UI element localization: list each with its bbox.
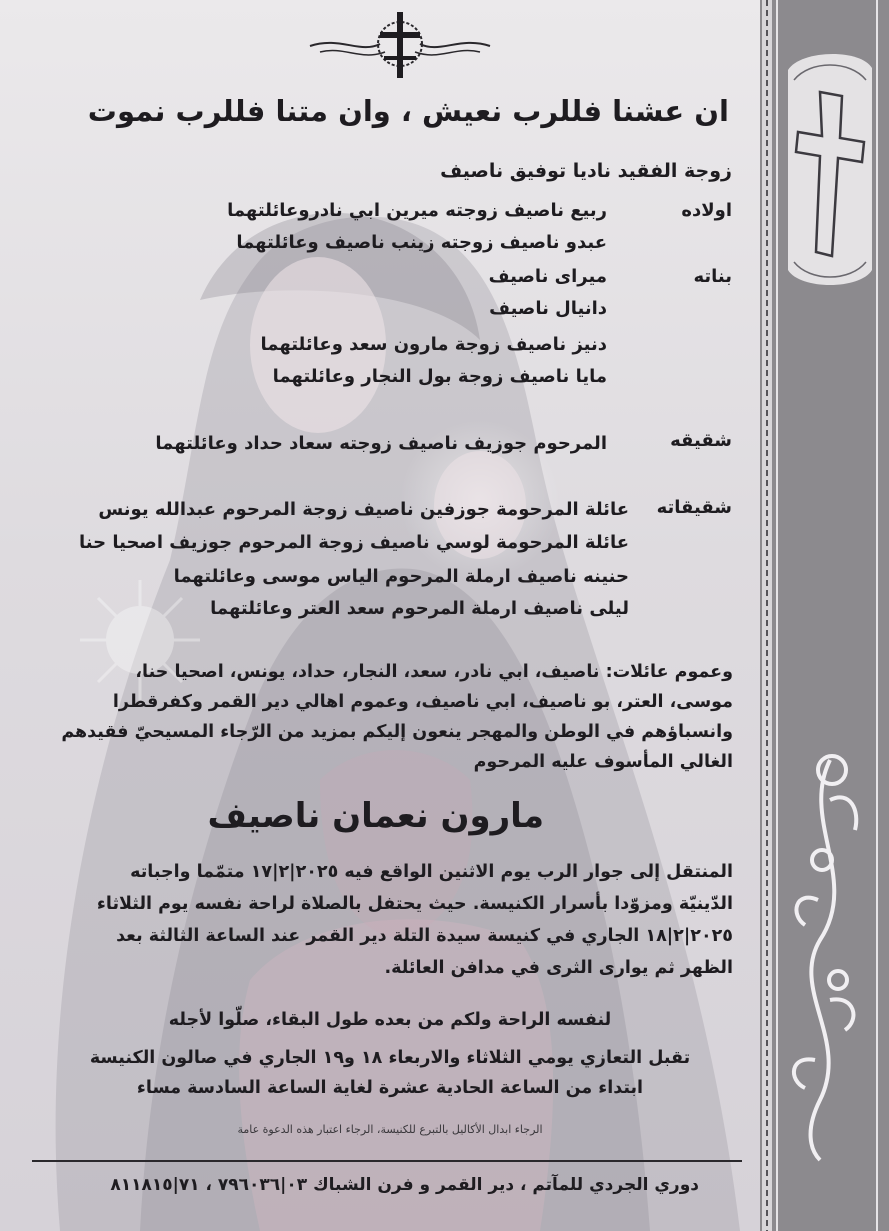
- sons-label: اولاده: [681, 200, 732, 221]
- wife-line: زوجة الفقيد ناديا توفيق ناصيف: [440, 160, 732, 182]
- daughter-name: دنيز ناصيف زوجة مارون سعد وعائلتهما: [260, 334, 607, 355]
- sister-line: عائلة المرحومة جوزفين ناصيف زوجة المرحوم عبدالله يونس: [98, 499, 629, 520]
- details-line: الظهر ثم يوارى الثرى في مدافن العائلة.: [384, 958, 733, 978]
- footer-divider: [32, 1160, 742, 1162]
- daughter-name: دانيال ناصيف: [489, 298, 607, 319]
- son-name: عبدو ناصيف زوجته زينب ناصيف وعائلتهما: [236, 232, 607, 253]
- sisters-label: شقيقاته: [656, 497, 732, 518]
- prayer-line: لنفسه الراحة ولكم من بعده طول البقاء، صلّوا لأجله: [168, 1010, 612, 1030]
- families-line: موسى، العتر، بو ناصيف، ابي ناصيف، وعموم اهالي دير القمر وكفرقطرا: [112, 692, 733, 712]
- verse-heading: ان عشنا فللرب نعيش ، وان متنا فللرب نموت: [87, 94, 729, 128]
- sister-line: حنينه ناصيف ارملة المرحوم الياس موسى وعائلتهما: [173, 566, 629, 587]
- deceased-name: مارون نعمان ناصيف: [207, 796, 544, 836]
- details-line: الدّينيّة ومزوّدا بأسرار الكنيسة. حيث يحتفل بالصلاة لراحة نفسه يوم الثلاثاء: [96, 894, 733, 914]
- notice-line: الرجاء ابدال الأكاليل بالتبرع للكنيسة، الرجاء اعتبار هذه الدعوة عامة: [237, 1123, 543, 1136]
- condolences-line: تقبل التعازي يومي الثلاثاء والاربعاء ١٨ و١٩ الجاري في صالون الكنيسة: [89, 1048, 691, 1068]
- families-line: وعموم عائلات: ناصيف، ابي نادر، سعد، النجار، حداد، يونس، اصحيا حنا،: [135, 662, 733, 682]
- sister-line: ليلى ناصيف ارملة المرحوم سعد العتر وعائلتهما: [210, 598, 629, 619]
- sister-line: عائلة المرحومة لوسي ناصيف زوجة المرحوم جوزيف اصحيا حنا: [79, 532, 629, 553]
- daughters-label: بناته: [693, 266, 732, 287]
- cross-ornament-icon: [300, 6, 500, 84]
- details-line: المنتقل إلى جوار الرب يوم الاثنين الواقع فيه ٢٠٢٥|٢|١٧ متمّما واجباته: [130, 862, 733, 882]
- decorative-border: [760, 0, 889, 1231]
- son-name: ربيع ناصيف زوجته ميرين ابي نادروعائلتهما: [227, 200, 607, 221]
- daughter-name: مايا ناصيف زوجة بول النجار وعائلتهما: [272, 366, 607, 387]
- border-cross-icon: [788, 54, 872, 285]
- details-line: ٢٠٢٥|٢|١٨ الجاري في كنيسة سيدة التلة دير القمر عند الساعة الثالثة بعد: [116, 926, 733, 946]
- families-line: الغالي المأسوف عليه المرحوم: [473, 752, 733, 772]
- daughter-name: ميراى ناصيف: [488, 266, 607, 287]
- families-line: وانسباؤهم في الوطن والمهجر ينعون إليكم بمزيد من الرّجاء المسيحيّ فقيدهم: [61, 722, 733, 742]
- brother-name: المرحوم جوزيف ناصيف زوجته سعاد حداد وعائلتهما: [155, 433, 607, 454]
- funeral-home-footer: دوري الجردي للمآتم ، دير القمر و فرن الشباك ٠٣|٧٩٦٠٣٦ ، ٧١|٨١١٨١٥: [110, 1175, 699, 1195]
- condolences-line: ابتداء من الساعة الحادية عشرة لغاية الساعة السادسة مساء: [136, 1078, 644, 1098]
- brother-label: شقيقه: [670, 430, 732, 451]
